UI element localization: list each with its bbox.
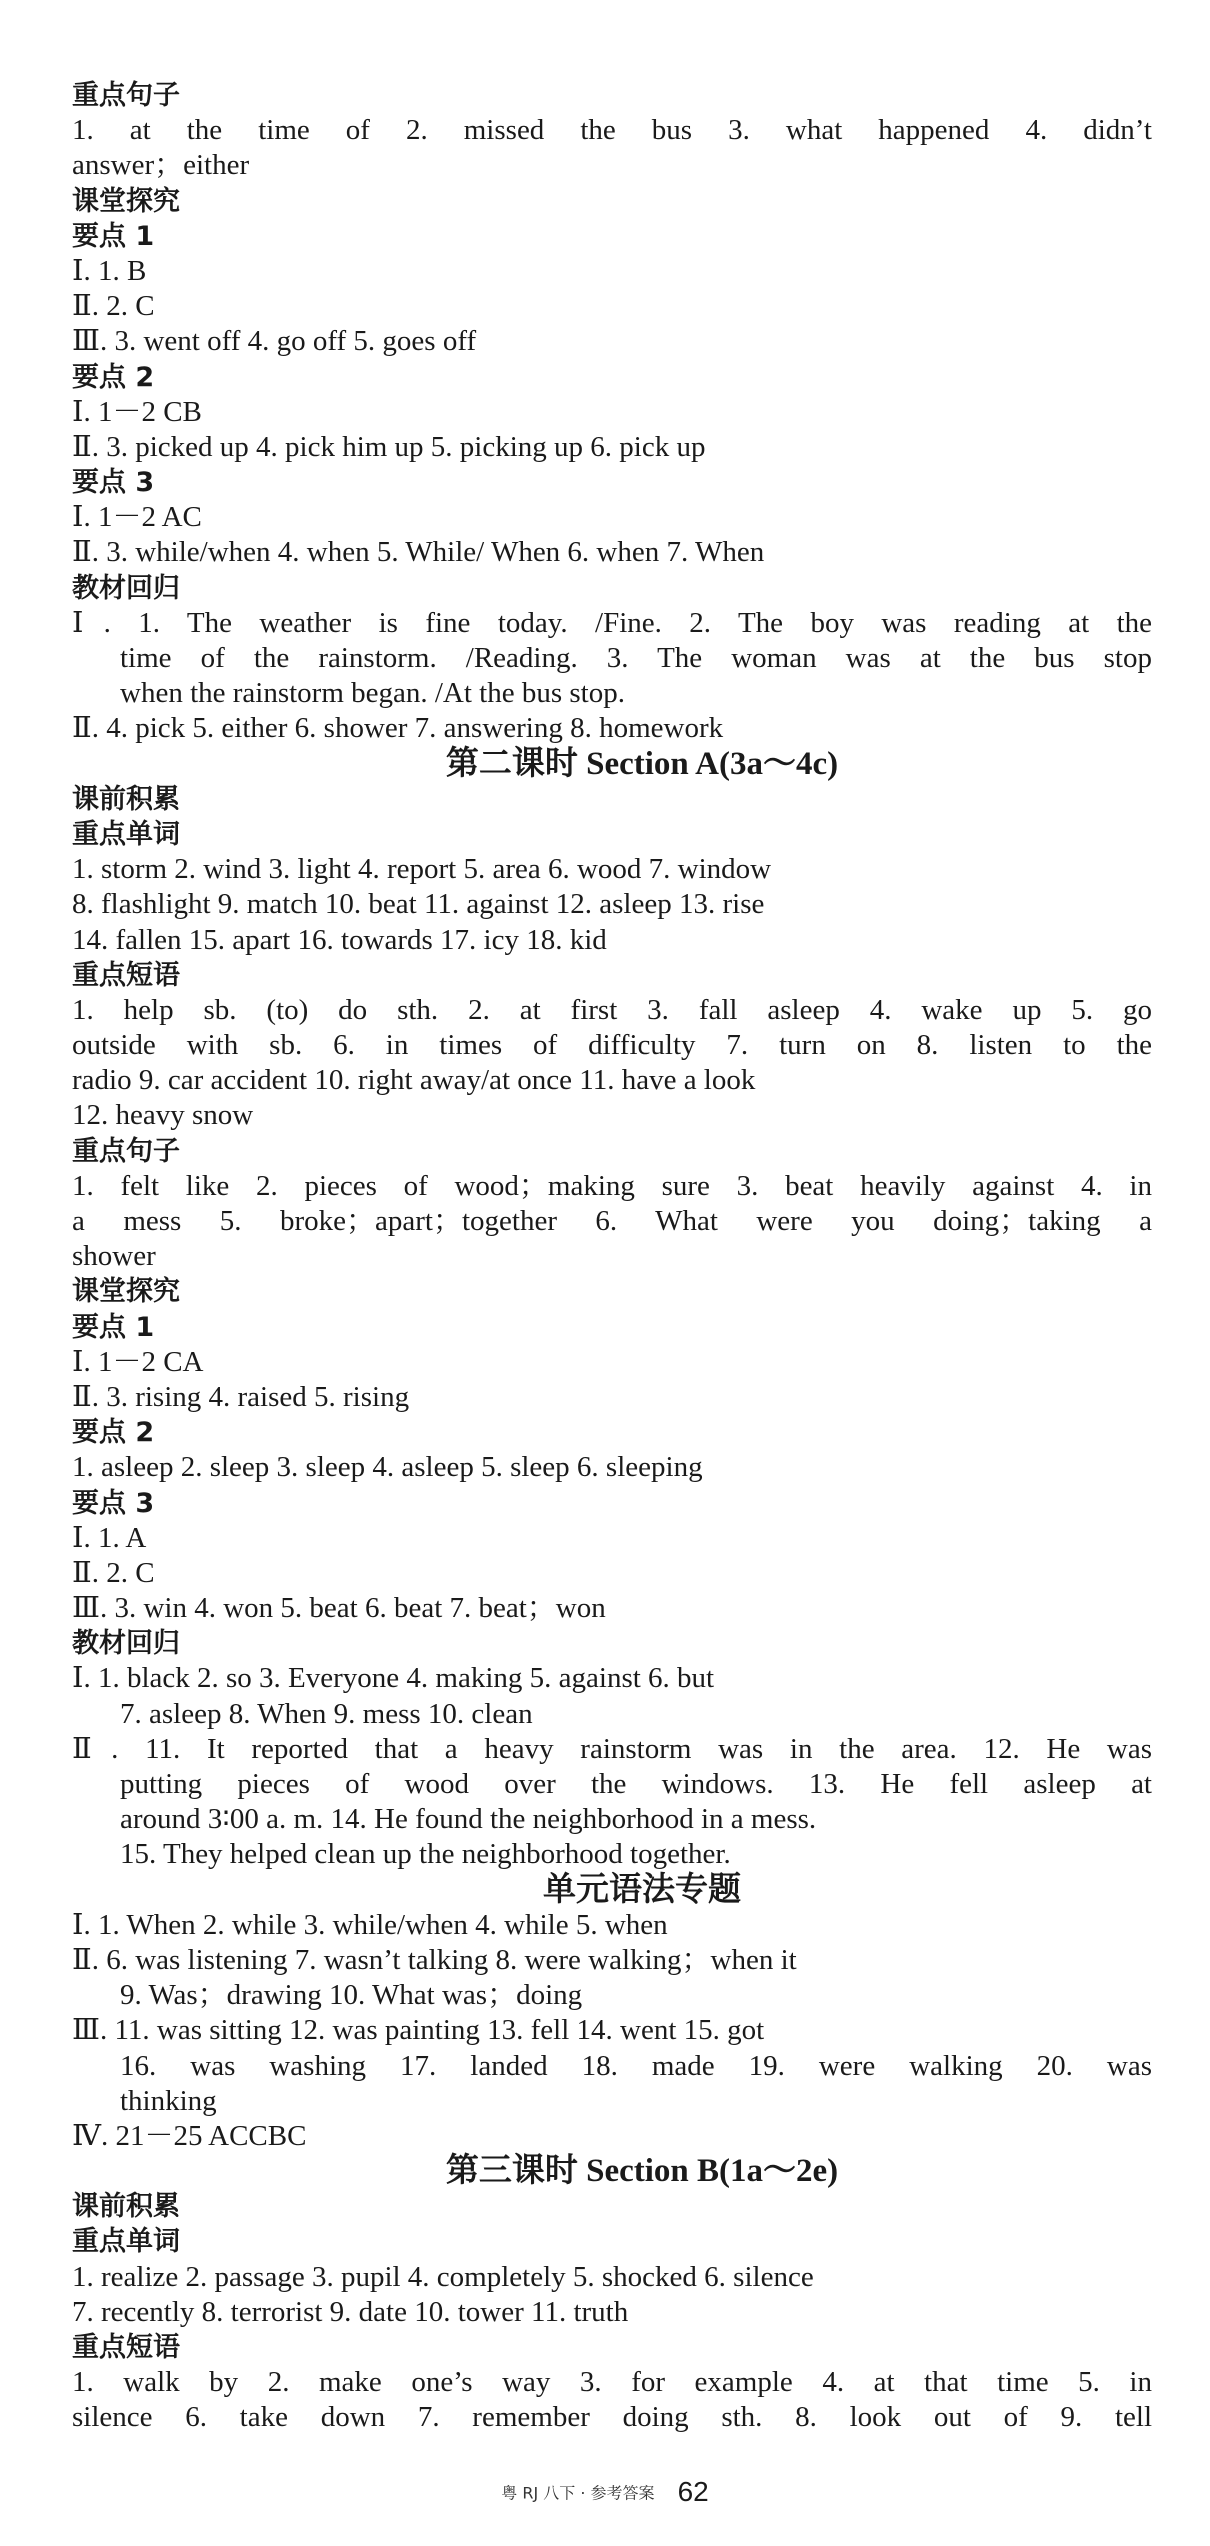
subheading: 教材回归	[72, 1628, 180, 1660]
answer-line: outside with sb. 6. in times of difficulty 7. turn on 8. listen to the	[72, 1029, 1152, 1062]
answer-line: 12. heavy snow	[72, 1099, 254, 1132]
answer-line: Ⅰ. 1. When 2. while 3. while/when 4. while 5. when	[72, 1908, 668, 1941]
answer-line: 1. realize 2. passage 3. pupil 4. completely 5. shocked 6. silence	[72, 2260, 814, 2293]
answer-line: Ⅰ. 1. A	[72, 1521, 147, 1554]
answer-line: a mess 5. broke；apart；together 6. What were you doing；taking a	[72, 1205, 1152, 1237]
answer-line: 1. help sb. (to) do sth. 2. at first 3. fall asleep 4. wake up 5. go	[72, 993, 1152, 1026]
answer-line: Ⅰ. 1－2 CA	[72, 1345, 204, 1378]
subheading: 重点单词	[72, 818, 180, 850]
section-title: 单元语法专题	[543, 1871, 741, 1908]
answer-line: 16. was washing 17. landed 18. made 19. were walking 20. was	[120, 2049, 1152, 2082]
answer-line: shower	[72, 1240, 156, 1273]
subheading: 教材回归	[72, 572, 180, 604]
subheading: 重点短语	[72, 2332, 180, 2363]
answer-line: Ⅱ. 2. C	[72, 1556, 155, 1589]
answer-line: 7. recently 8. terrorist 9. date 10. tower 11. truth	[72, 2295, 629, 2328]
section-title: 第二课时 Section A(3a～4c)	[445, 745, 839, 782]
answer-line: Ⅱ. 11. It reported that a heavy rainstorm was in the area. 12. He was	[72, 1732, 1152, 1765]
answer-line: 1. walk by 2. make one’s way 3. for example 4. at that time 5. in	[72, 2366, 1152, 2399]
answer-line: putting pieces of wood over the windows. 13. He fell asleep at	[120, 1768, 1152, 1800]
subheading: 要点 2	[72, 361, 155, 393]
answer-line: 15. They helped clean up the neighborhood together.	[120, 1838, 731, 1871]
subheading: 要点 2	[72, 1417, 155, 1449]
page-number: 62	[677, 2476, 709, 2507]
subheading: 重点句子	[72, 80, 180, 111]
answer-line: Ⅰ. 1. black 2. so 3. Everyone 4. making 5. against 6. but	[72, 1662, 715, 1695]
answer-content	[72, 78, 1152, 2436]
answer-line: Ⅰ. 1－2 CB	[72, 395, 202, 428]
answer-line: Ⅱ. 6. was listening 7. wasn’t talking 8. were walking；when it	[72, 1943, 797, 1976]
answer-line: Ⅲ. 3. win 4. won 5. beat 6. beat 7. beat；won	[72, 1592, 606, 1625]
page-footer	[0, 2476, 1210, 2508]
answer-line: Ⅱ. 4. pick 5. either 6. shower 7. answering 8. homework	[72, 712, 724, 745]
answer-line: Ⅰ. 1－2 AC	[72, 501, 202, 534]
subheading: 要点 1	[72, 1311, 155, 1343]
subheading: 重点短语	[72, 959, 180, 991]
subheading: 重点句子	[72, 1135, 180, 1167]
answer-line: Ⅱ. 3. while/when 4. when 5. While/ When 6. when 7. When	[72, 536, 765, 569]
answer-line: 1. asleep 2. sleep 3. sleep 4. asleep 5. sleep 6. sleeping	[72, 1451, 703, 1484]
subheading: 重点单词	[72, 2226, 180, 2258]
answer-line: Ⅱ. 2. C	[72, 290, 155, 323]
answer-line: Ⅰ. 1. B	[72, 254, 147, 287]
answer-line: thinking	[120, 2084, 217, 2117]
answer-line: Ⅰ. 1. The weather is fine today. /Fine. 2. The boy was reading at the	[72, 606, 1152, 639]
answer-line: radio 9. car accident 10. right away/at once 11. have a look	[72, 1064, 756, 1097]
answer-line: Ⅱ. 3. rising 4. raised 5. rising	[72, 1380, 410, 1413]
answer-line: when the rainstorm began. /At the bus stop.	[120, 677, 625, 710]
section-title: 第三课时 Section B(1a～2e)	[445, 2153, 839, 2190]
answer-line: answer；either	[72, 149, 250, 182]
subheading: 课前积累	[72, 783, 180, 815]
footer-label: 粤 RJ 八下 · 参考答案	[501, 2483, 655, 2503]
subheading: 课堂探究	[72, 185, 180, 217]
answer-line: Ⅲ. 11. was sitting 12. was painting 13. fell 14. went 15. got	[72, 2014, 765, 2047]
subheading: 要点 3	[72, 1487, 155, 1519]
subheading: 课堂探究	[72, 1276, 180, 1308]
answer-line: 9. Was；drawing 10. What was；doing	[120, 1979, 583, 2012]
answer-line: silence 6. take down 7. remember doing sth. 8. look out of 9. tell	[72, 2401, 1152, 2434]
answer-line: Ⅱ. 3. picked up 4. pick him up 5. picking up 6. pick up	[72, 430, 706, 463]
subheading: 课前积累	[72, 2191, 180, 2223]
answer-line: 1. storm 2. wind 3. light 4. report 5. area 6. wood 7. window	[72, 853, 772, 886]
subheading: 要点 1	[72, 220, 155, 252]
answer-line: 1. felt like 2. pieces of wood；making sure 3. beat heavily against 4. in	[72, 1169, 1152, 1202]
answer-line: 8. flashlight 9. match 10. beat 11. against 12. asleep 13. rise	[72, 888, 765, 921]
answer-line: Ⅲ. 3. went off 4. go off 5. goes off	[72, 325, 477, 358]
answer-line: time of the rainstorm. /Reading. 3. The woman was at the bus stop	[120, 642, 1152, 674]
subheading: 要点 3	[72, 467, 155, 499]
answer-line: 14. fallen 15. apart 16. towards 17. icy 18. kid	[72, 923, 607, 956]
answer-line: around 3∶00 a. m. 14. He found the neighborhood in a mess.	[120, 1803, 817, 1836]
answer-line: 1. at the time of 2. missed the bus 3. what happened 4. didn’t	[72, 114, 1152, 147]
answer-line: Ⅳ. 21－25 ACCBC	[72, 2119, 307, 2152]
answer-line: 7. asleep 8. When 9. mess 10. clean	[120, 1697, 533, 1730]
